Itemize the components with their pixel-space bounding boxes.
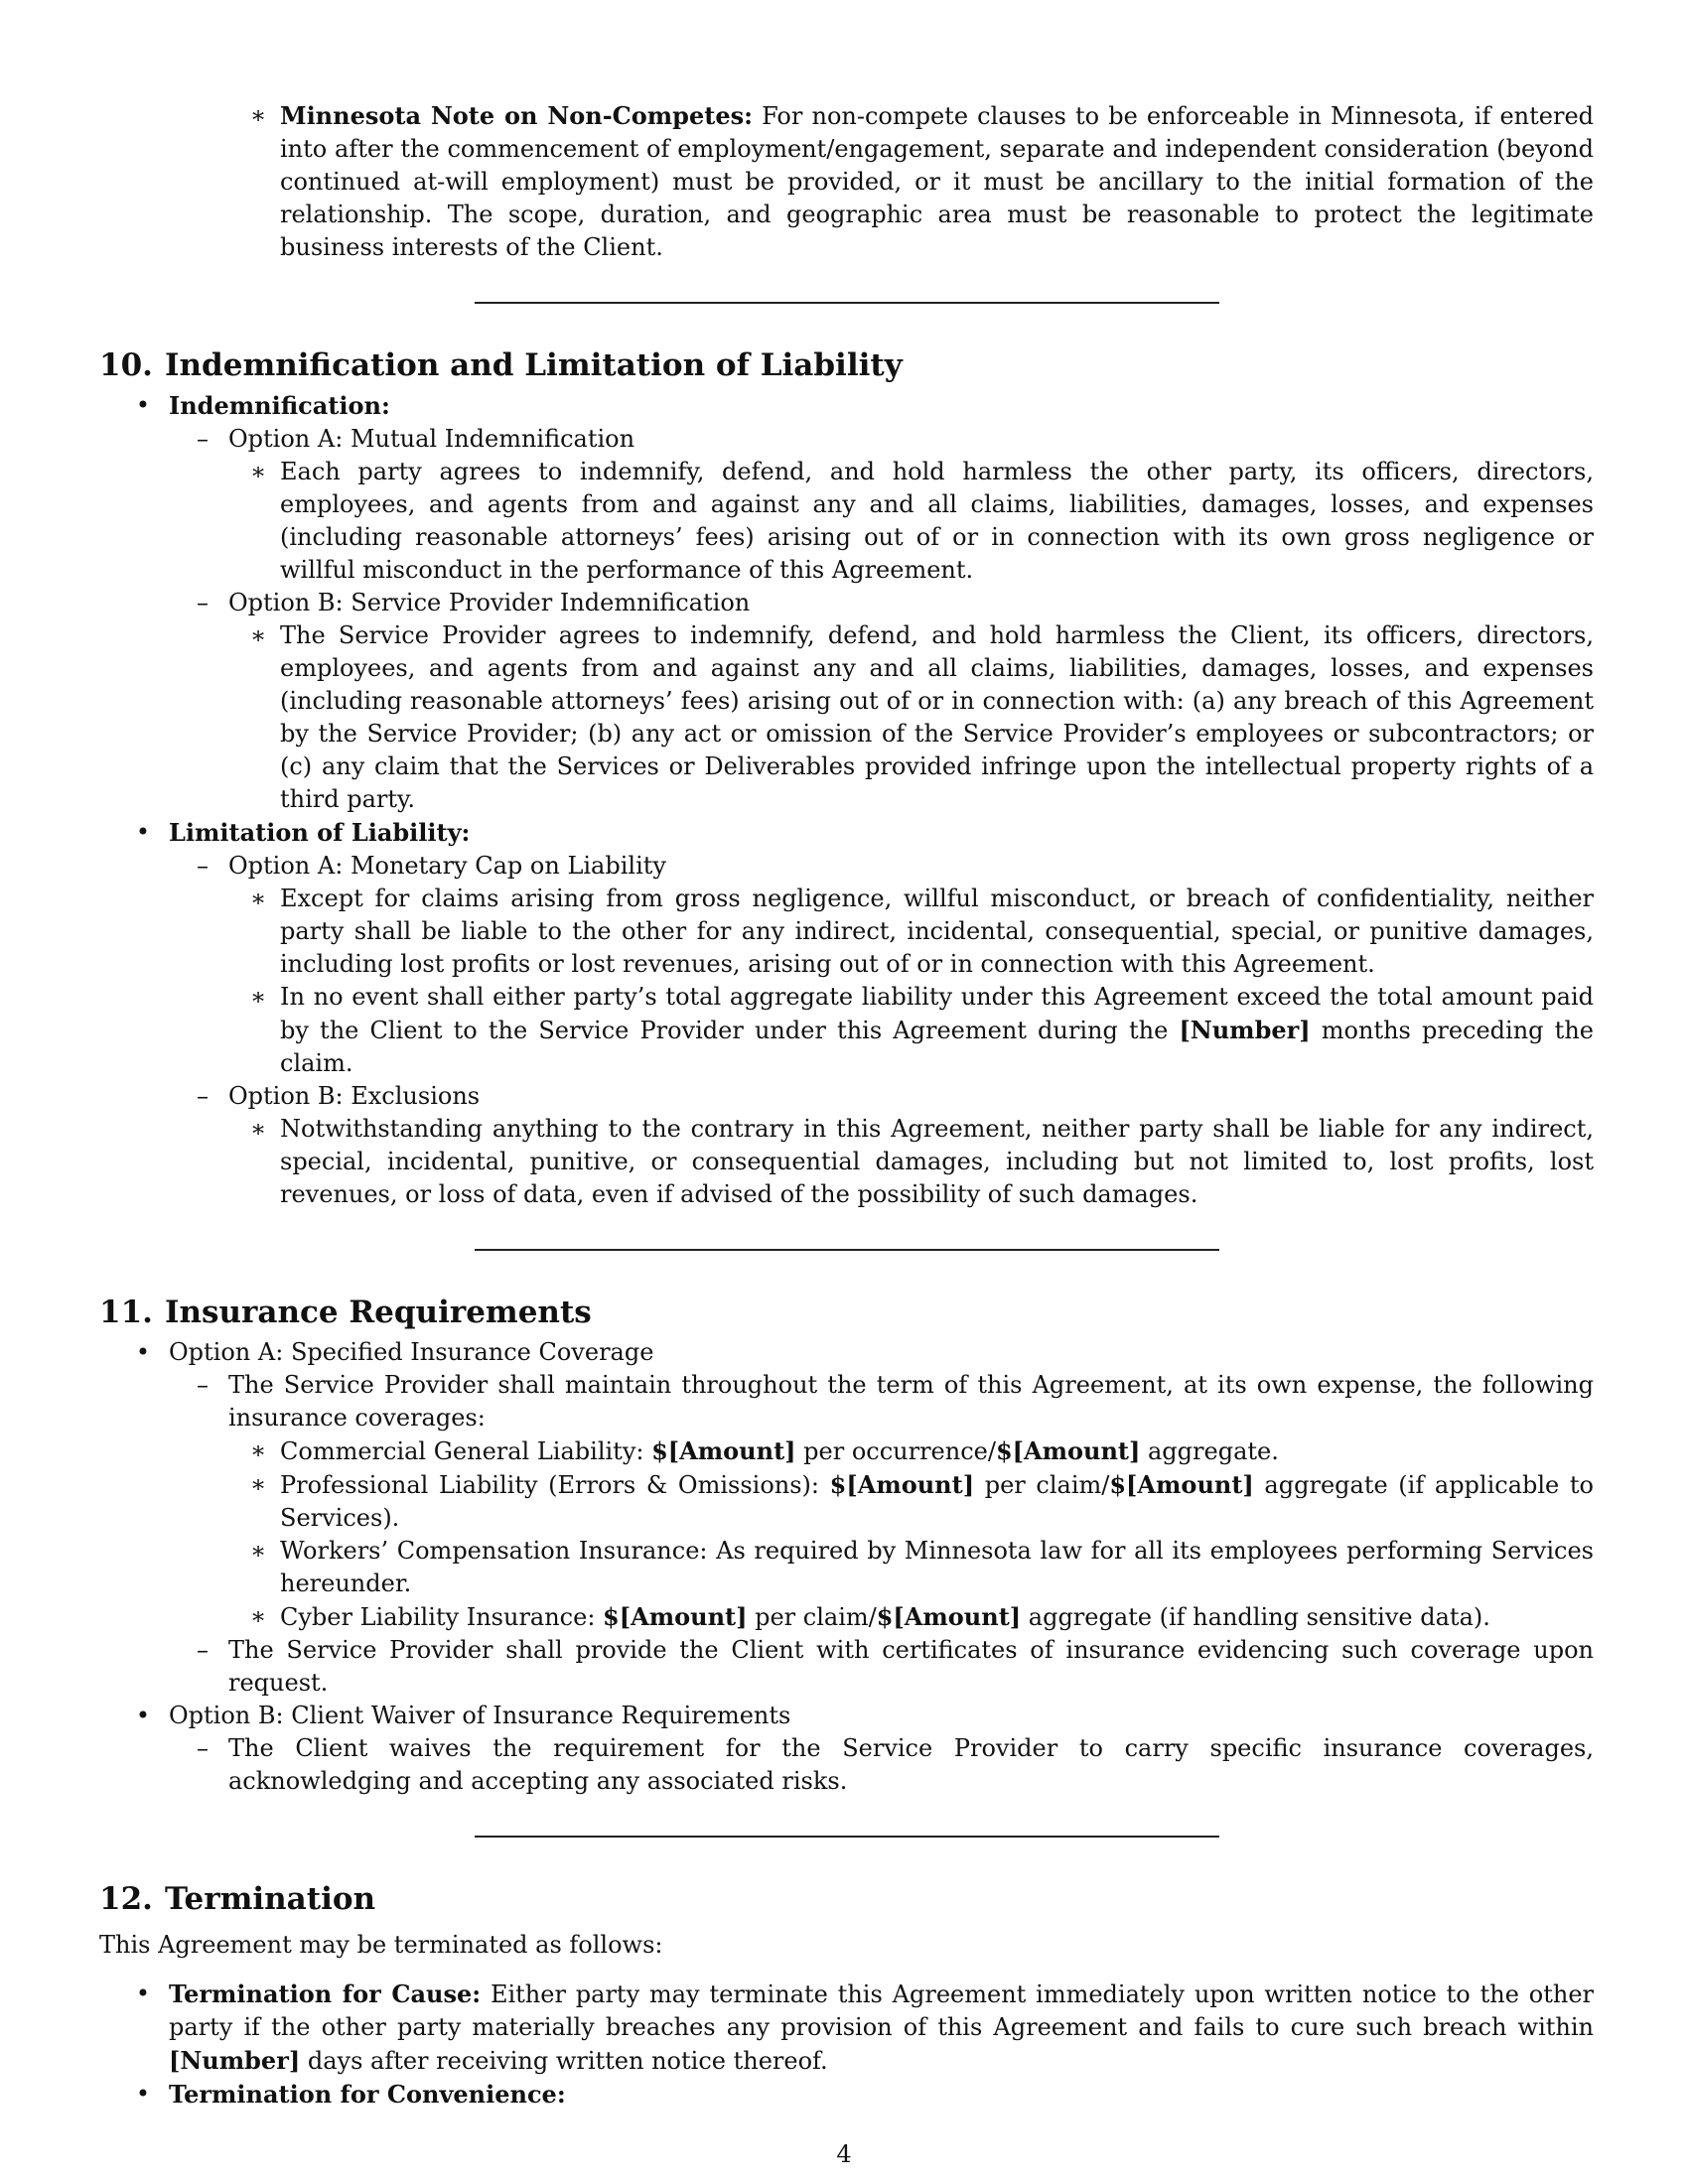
amount-placeholder: $[Amount] <box>829 1470 975 1499</box>
termination-intro: This Agreement may be terminated as follows: <box>99 1931 663 1959</box>
section-10-heading: 10. Indemnification and Limitation of Liability <box>99 347 903 383</box>
provider-indemnification-text: ∗ The Service Provider agrees to indemnify, defend, and hold harmless the Client, its officers, directors, employees, and agents from and against any and all claims, liabilities, damages, losses, and expenses (including reasonable attorneys’ fees) arising out of or in connection with: (a) any breach of this Agreement by the Service Provider; (b) any act or omission of the Service Provider’s employees or subcontractors; or (c) any claim that the Services or Deliverables provided infringe upon the intellectual property rights of a third party. <box>99 619 1594 816</box>
section-10-list <box>99 389 1594 423</box>
insurance-certificates: – The Service Provider shall provide the Client with certificates of insurance evidencing such coverage upon request. <box>99 1634 1594 1700</box>
limitation-list <box>99 816 1594 850</box>
liability-cap-text: ∗ In no event shall either party’s total aggregate liability under this Agreement exceed the total amount paid by the Client to the Service Provider under this Agreement during the [Number] months preceding the claim. <box>99 981 1594 1080</box>
professional-liability: ∗ Professional Liability (Errors & Omissions): $[Amount] per claim/$[Amount] aggregate (if applicable to Services). <box>99 1468 1594 1535</box>
star-bullet-icon: ∗ <box>249 101 267 129</box>
dash-icon: – <box>197 1734 209 1762</box>
insurance-option-b: • Option B: Client Waiver of Insurance Requirements <box>99 1700 1594 1732</box>
indemnification-label: Indemnification: <box>169 391 390 420</box>
number-placeholder: Number <box>180 2046 289 2075</box>
insurance-option-b-list <box>99 1700 1594 1732</box>
termination-list <box>99 1978 1594 2112</box>
note-text: For non-compete clauses to be enforceable in Minnesota, if entered into after the commencement of employment/engagement, separate and independent consideration (beyond continued at-will employment) must be provided, or it must be ancillary to the initial formation of the relationship. The scope, duration, and geographic area must be reasonable to protect the legitimate business interests of the Client. <box>280 102 1595 261</box>
limitation-item <box>99 816 1594 850</box>
bullet-icon: • <box>135 391 151 419</box>
indemnification-option-b-list <box>99 619 1594 816</box>
amount-placeholder: $[Amount] <box>995 1436 1141 1465</box>
bullet-icon: • <box>135 1338 151 1366</box>
star-bullet-icon: ∗ <box>249 983 267 1011</box>
bullet-icon: • <box>135 2080 151 2108</box>
limitation-option-a-list <box>99 883 1594 1080</box>
carryover-list <box>99 99 1594 264</box>
section-12-heading: 12. Termination <box>99 1881 376 1917</box>
section-divider <box>475 1249 1219 1251</box>
page-number: 4 <box>836 2140 852 2168</box>
indemnification-option-b: – Option B: Service Provider Indemnification <box>99 587 1594 619</box>
amount-placeholder: $[Amount] <box>876 1602 1022 1631</box>
limitation-option-a: – Option A: Monetary Cap on Liability <box>99 850 1594 883</box>
amount-placeholder: $[Amount] <box>603 1602 748 1631</box>
bullet-icon: • <box>135 1702 151 1729</box>
star-bullet-icon: ∗ <box>249 621 267 649</box>
commercial-general-liability: ∗ Commercial General Liability: $[Amount] per occurrence/$[Amount] aggregate. <box>99 1434 1594 1468</box>
star-bullet-icon: ∗ <box>249 458 267 485</box>
section-11-heading: 11. Insurance Requirements <box>99 1295 592 1330</box>
insurance-certificates-list <box>99 1634 1594 1700</box>
note-title: Minnesota Note on Non-Competes: <box>280 101 753 130</box>
insurance-option-a-intro-list <box>99 1369 1594 1434</box>
termination-for-cause: • Termination for Cause: Either party may terminate this Agreement immediately upon written notice to the other party if the other party materially breaches any provision of this Agreement and fails to cure such breach within [Number] days after receiving written notice thereof. <box>99 1978 1594 2078</box>
indemnification-options <box>99 423 1594 456</box>
limitation-options-b <box>99 1080 1594 1113</box>
termination-for-convenience: • Termination for Convenience: <box>99 2078 1594 2112</box>
indemnification-item <box>99 389 1594 423</box>
limitation-options-a <box>99 850 1594 883</box>
star-bullet-icon: ∗ <box>249 1436 267 1464</box>
limitation-option-b: – Option B: Exclusions <box>99 1080 1594 1113</box>
star-bullet-icon: ∗ <box>249 1470 267 1498</box>
indemnification-options-b <box>99 587 1594 619</box>
exclusions-text: ∗ Notwithstanding anything to the contrary in this Agreement, neither party shall be liable for any indirect, special, incidental, punitive, or consequential damages, including but not limited to, lost profits, lost revenues, or loss of data, even if advised of the possibility of such damages. <box>99 1113 1594 1211</box>
document-page <box>99 99 1594 2112</box>
insurance-waiver-list <box>99 1732 1594 1798</box>
limitation-label: Limitation of Liability: <box>169 818 471 847</box>
mutual-indemnification-text: ∗ Each party agrees to indemnify, defend, and hold harmless the other party, its officers, directors, employees, and agents from and against any and all claims, liabilities, damages, losses, and expenses (including reasonable attorneys’ fees) arising out of or in connection with its own gross negligence or willful misconduct in the performance of this Agreement. <box>99 456 1594 587</box>
limitation-option-b-list <box>99 1113 1594 1211</box>
cyber-liability: ∗ Cyber Liability Insurance: $[Amount] per claim/$[Amount] aggregate (if handling sensitive data). <box>99 1600 1594 1634</box>
section-11-list <box>99 1336 1594 1369</box>
dash-icon: – <box>197 589 209 616</box>
amount-placeholder: $[Amount] <box>1109 1470 1254 1499</box>
star-bullet-icon: ∗ <box>249 1537 267 1565</box>
non-compete-note <box>99 99 1594 264</box>
indemnification-option-a-list <box>99 456 1594 587</box>
insurance-intro: – The Service Provider shall maintain throughout the term of this Agreement, at its own expense, the following insurance coverages: <box>99 1369 1594 1434</box>
bullet-icon: • <box>135 818 151 846</box>
dash-icon: – <box>197 1636 209 1664</box>
star-bullet-icon: ∗ <box>249 885 267 912</box>
dash-icon: – <box>197 852 209 880</box>
dash-icon: – <box>197 425 209 453</box>
workers-compensation: ∗ Workers’ Compensation Insurance: As required by Minnesota law for all its employees performing Services hereunder. <box>99 1535 1594 1600</box>
bullet-icon: • <box>135 1979 151 2007</box>
section-divider <box>475 302 1219 304</box>
amount-placeholder: $[Amount] <box>651 1436 796 1465</box>
dash-icon: – <box>197 1371 209 1399</box>
number-placeholder: Number <box>1190 1016 1300 1044</box>
insurance-option-a: • Option A: Specified Insurance Coverage <box>99 1336 1594 1369</box>
damages-exclusion-text: ∗ Except for claims arising from gross negligence, willful misconduct, or breach of confidentiality, neither party shall be liable to the other for any indirect, incidental, consequential, special, or punitive damages, including lost profits or lost revenues, arising out of or in connection with this Agreement. <box>99 883 1594 981</box>
section-divider <box>475 1836 1219 1838</box>
insurance-coverages-list <box>99 1434 1594 1634</box>
star-bullet-icon: ∗ <box>249 1115 267 1143</box>
indemnification-option-a: – Option A: Mutual Indemnification <box>99 423 1594 456</box>
dash-icon: – <box>197 1082 209 1110</box>
insurance-waiver: – The Client waives the requirement for the Service Provider to carry specific insurance coverages, acknowledging and accepting any associated risks. <box>99 1732 1594 1798</box>
star-bullet-icon: ∗ <box>249 1602 267 1630</box>
